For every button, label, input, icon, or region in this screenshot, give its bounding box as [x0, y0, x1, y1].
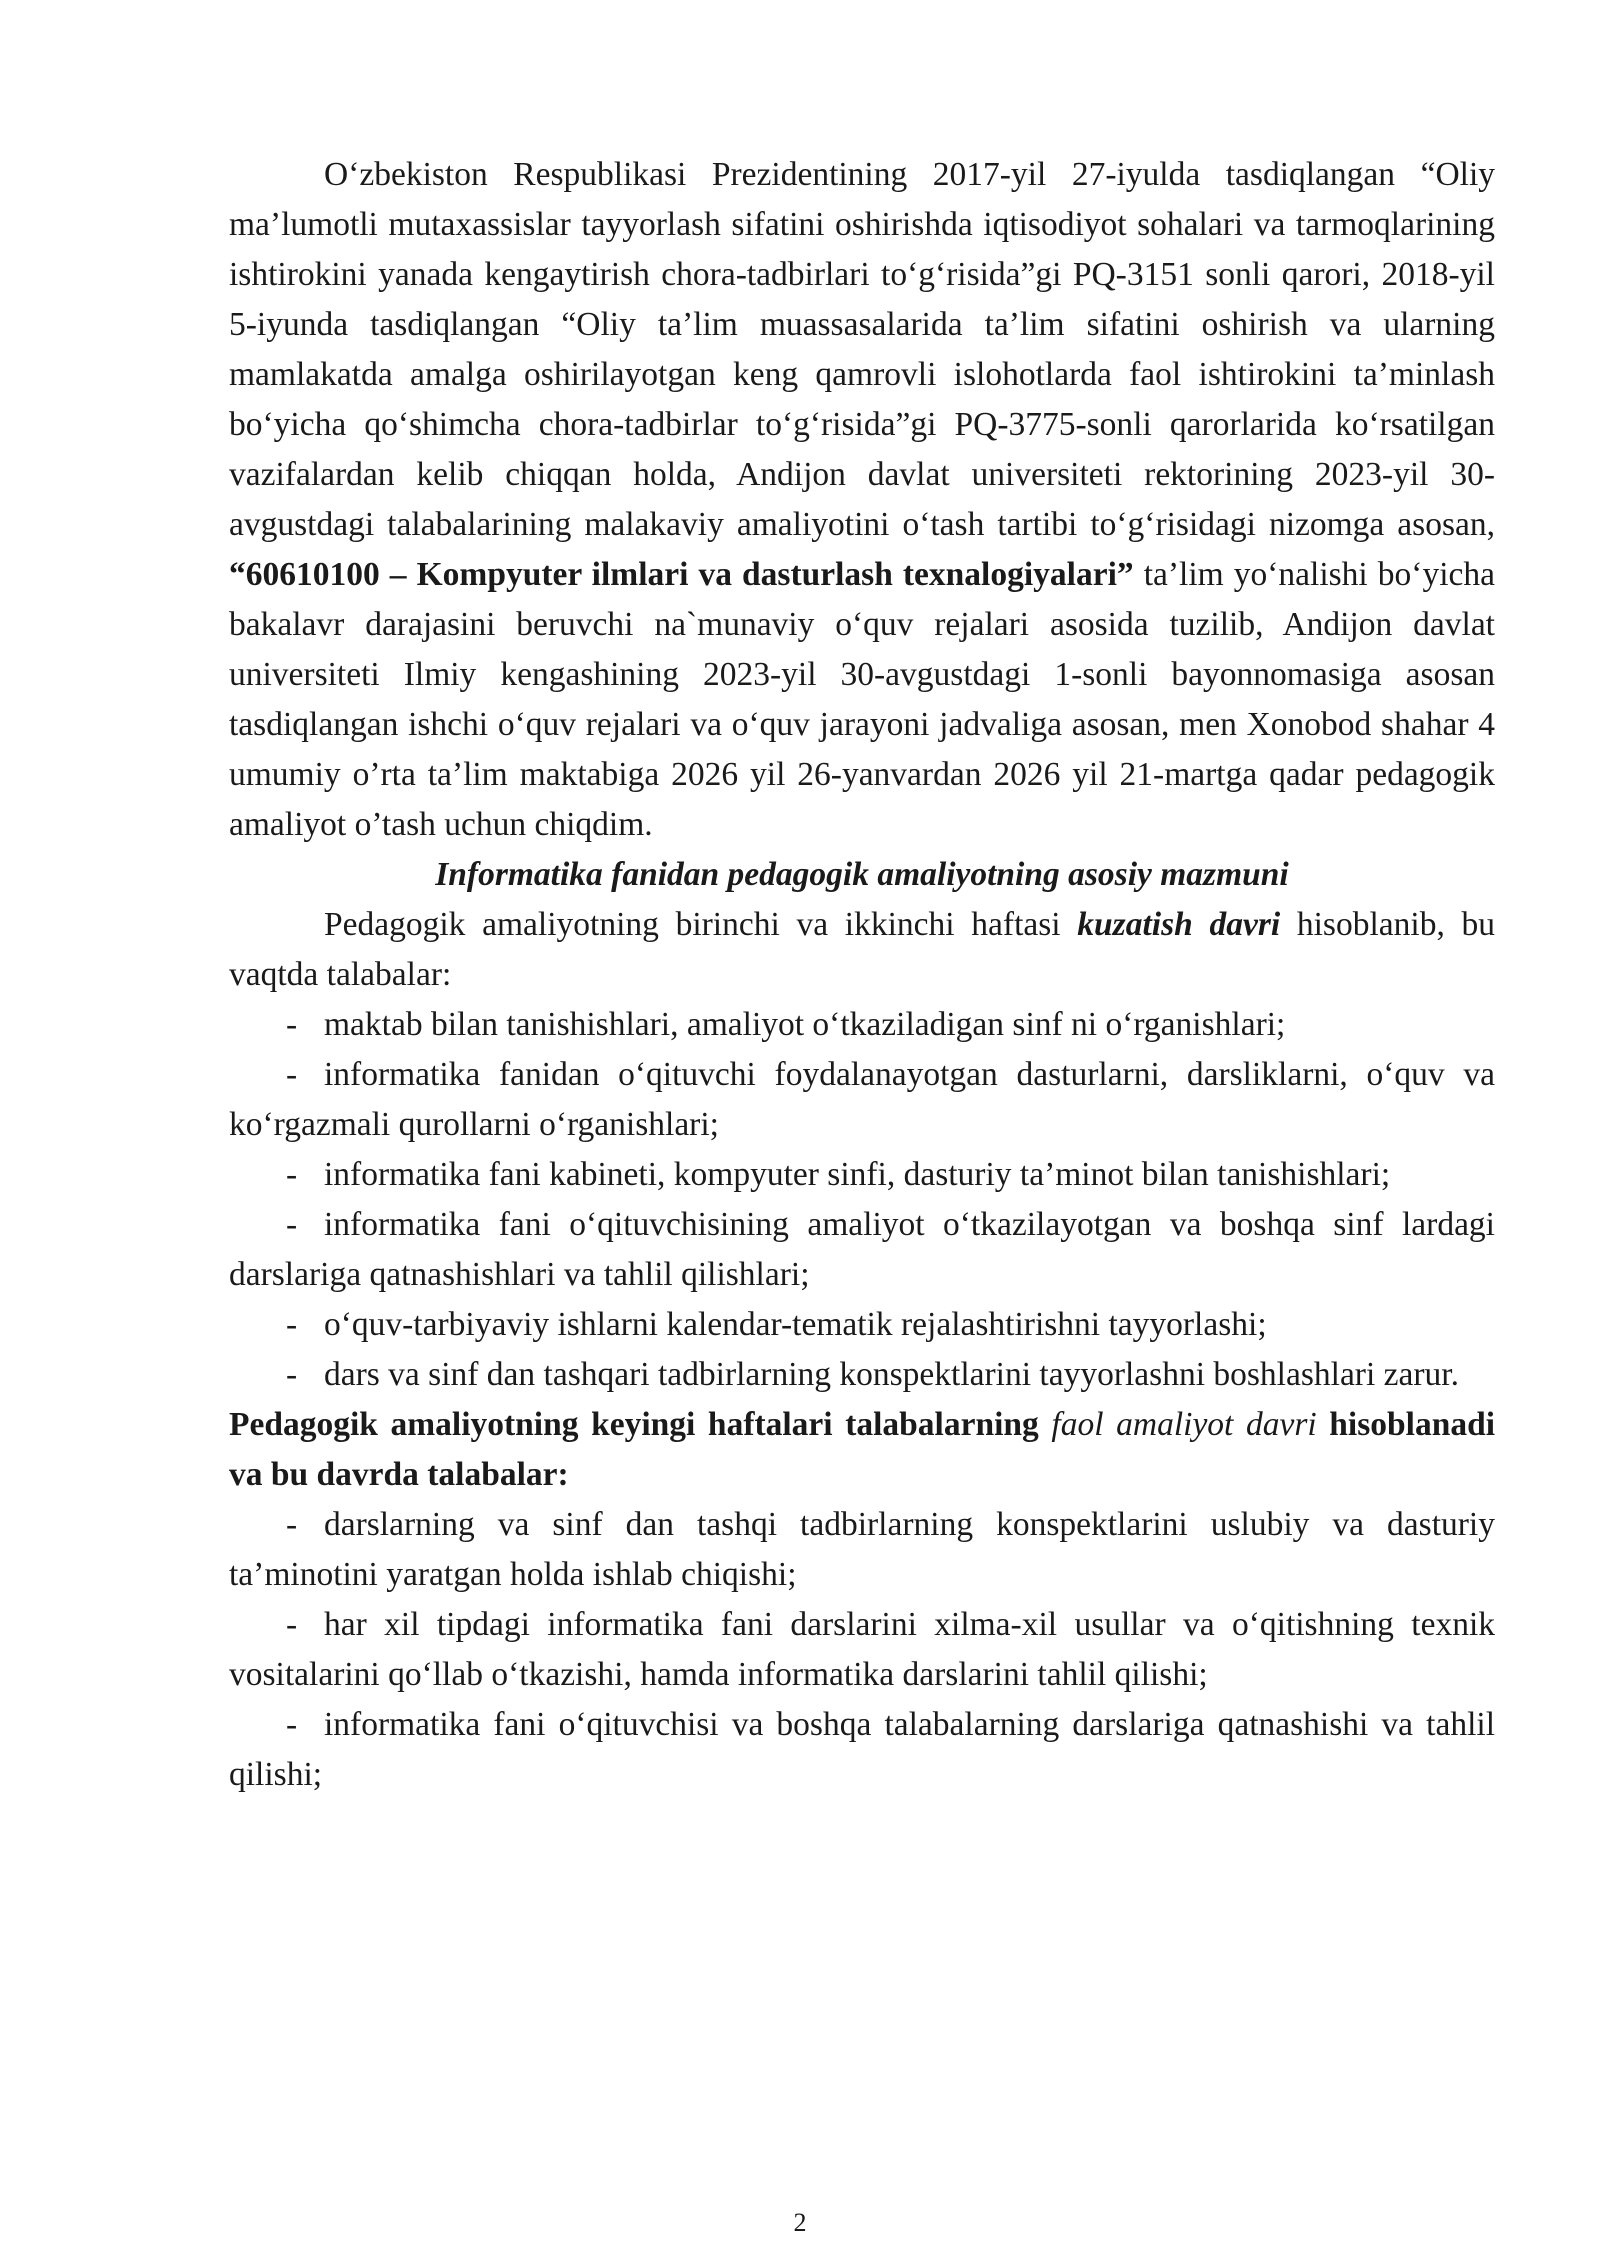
bullet-marker: - — [286, 1156, 298, 1193]
list-item — [229, 1600, 1495, 1700]
bullet-marker: - — [286, 1356, 298, 1393]
list-item — [229, 1300, 1495, 1350]
list-item-text: informatika fanidan o‘qituvchi foydalanayotgan dasturlarni, darsliklarni, o‘quv va ko‘rgazmali qurollarni o‘rganishlari; — [229, 1056, 1495, 1143]
list-item — [229, 1200, 1495, 1300]
bullet-marker: - — [286, 1006, 298, 1043]
bullet-marker: - — [286, 1206, 298, 1243]
program-name: “60610100 – Kompyuter ilmlari va dasturlash texnalogiyalari” — [229, 556, 1134, 593]
list-item-text: informatika fani o‘qituvchisining amaliyot o‘tkazilayotgan va boshqa sinf lardagi darslariga qatnashishlari va tahlil qilishlari; — [229, 1206, 1495, 1293]
active-paragraph — [229, 1400, 1495, 1500]
list-item — [229, 1050, 1495, 1150]
active-text-end: hisoblanadi va bu davrda talabalar: — [229, 1406, 1496, 1493]
list-item — [229, 1500, 1495, 1600]
list-item — [229, 1150, 1495, 1200]
bullet-marker: - — [286, 1306, 298, 1343]
observation-paragraph — [229, 900, 1495, 1000]
list-item — [229, 1000, 1495, 1050]
intro-paragraph — [229, 150, 1495, 850]
observation-text-end: hisoblanib, bu vaqtda talabalar: — [229, 906, 1496, 993]
observation-text-start: Pedagogik amaliyotning birinchi va ikkinchi haftasi — [324, 906, 1061, 943]
list-item-text: dars va sinf dan tashqari tadbirlarning konspektlarini tayyorlashni boshlashlari zarur. — [324, 1356, 1459, 1393]
page-number: 2 — [793, 2208, 807, 2237]
intro-text-end: ta’lim yo‘nalishi bo‘yicha bakalavr darajasini beruvchi na`munaviy o‘quv rejalari asosida tuzilib, Andijon davlat universiteti Ilmiy kengashining 2023-yil 30-avgustdagi 1-sonli bayonnomasiga asosan tasdiqlangan ishchi o‘quv rejalari va o‘quv jarayoni jadvaliga asosan, men Xonobod shahar 4 umumiy o’rta ta’lim maktabiga 2026 yil 26-yanvardan 2026 yil 21-martga qadar pedagogik amaliyot o’tash uchun chiqdim. — [229, 556, 1495, 843]
bullet-marker: - — [286, 1056, 298, 1093]
intro-text-start: O‘zbekiston Respublikasi Prezidentining 2017-yil 27-iyulda tasdiqlangan “Oliy ma’lumotli mutaxassislar tayyorlash sifatini oshirishda iqtisodiyot sohalari va tarmoqlarining ishtirokini yanada kengaytirish chora-tadbirlari to‘g‘risida”gi PQ-3151 sonli qarori, 2018-yil 5-iyunda tasdiqlangan “Oliy ta’lim muassasalarida ta’lim sifatini oshirish va ularning mamlakatda amalga oshirilayotgan keng qamrovli islohotlarda faol ishtirokini ta’minlash bo‘yicha qo‘shimcha chora-tadbirlar to‘g‘risida”gi PQ-3775-sonli qarorlarida ko‘rsatilgan vazifalardan kelib chiqqan holda, Andijon davlat universiteti rektorining 2023-yil 30-avgustdagi talabalarining malakaviy amaliyotini o‘tash tartibi to‘g‘risidagi nizomga asosan, — [229, 156, 1495, 543]
bullet-marker: - — [286, 1606, 298, 1643]
observation-term: kuzatish davri — [1077, 906, 1281, 943]
list-item-text: har xil tipdagi informatika fani darslarini xilma-xil usullar va o‘qitishning texnik vositalarini qo‘llab o‘tkazishi, hamda informatika darslarini tahlil qilishi; — [229, 1606, 1495, 1693]
bullet-marker: - — [286, 1706, 298, 1743]
active-term: faol amaliyot davri — [1051, 1406, 1317, 1443]
list-item — [229, 1350, 1495, 1400]
document-page — [229, 150, 1495, 1800]
bullet-marker: - — [286, 1506, 298, 1543]
list-item-text: darslarning va sinf dan tashqi tadbirlarning konspektlarini uslubiy va dasturiy ta’minotini yaratgan holda ishlab chiqishi; — [229, 1506, 1495, 1593]
active-text-start: Pedagogik amaliyotning keyingi haftalari talabalarning — [229, 1406, 1039, 1443]
list-item — [229, 1700, 1495, 1800]
list-item-text: informatika fani kabineti, kompyuter sinfi, dasturiy ta’minot bilan tanishishlari; — [324, 1156, 1391, 1193]
list-item-text: maktab bilan tanishishlari, amaliyot o‘tkaziladigan sinf ni o‘rganishlari; — [324, 1006, 1286, 1043]
list-item-text: o‘quv-tarbiyaviy ishlarni kalendar-tematik rejalashtirishni tayyorlashi; — [324, 1306, 1267, 1343]
list-item-text: informatika fani o‘qituvchisi va boshqa talabalarning darslariga qatnashishi va tahlil qilishi; — [229, 1706, 1495, 1793]
section-heading: Informatika fanidan pedagogik amaliyotning asosiy mazmuni — [435, 856, 1289, 893]
